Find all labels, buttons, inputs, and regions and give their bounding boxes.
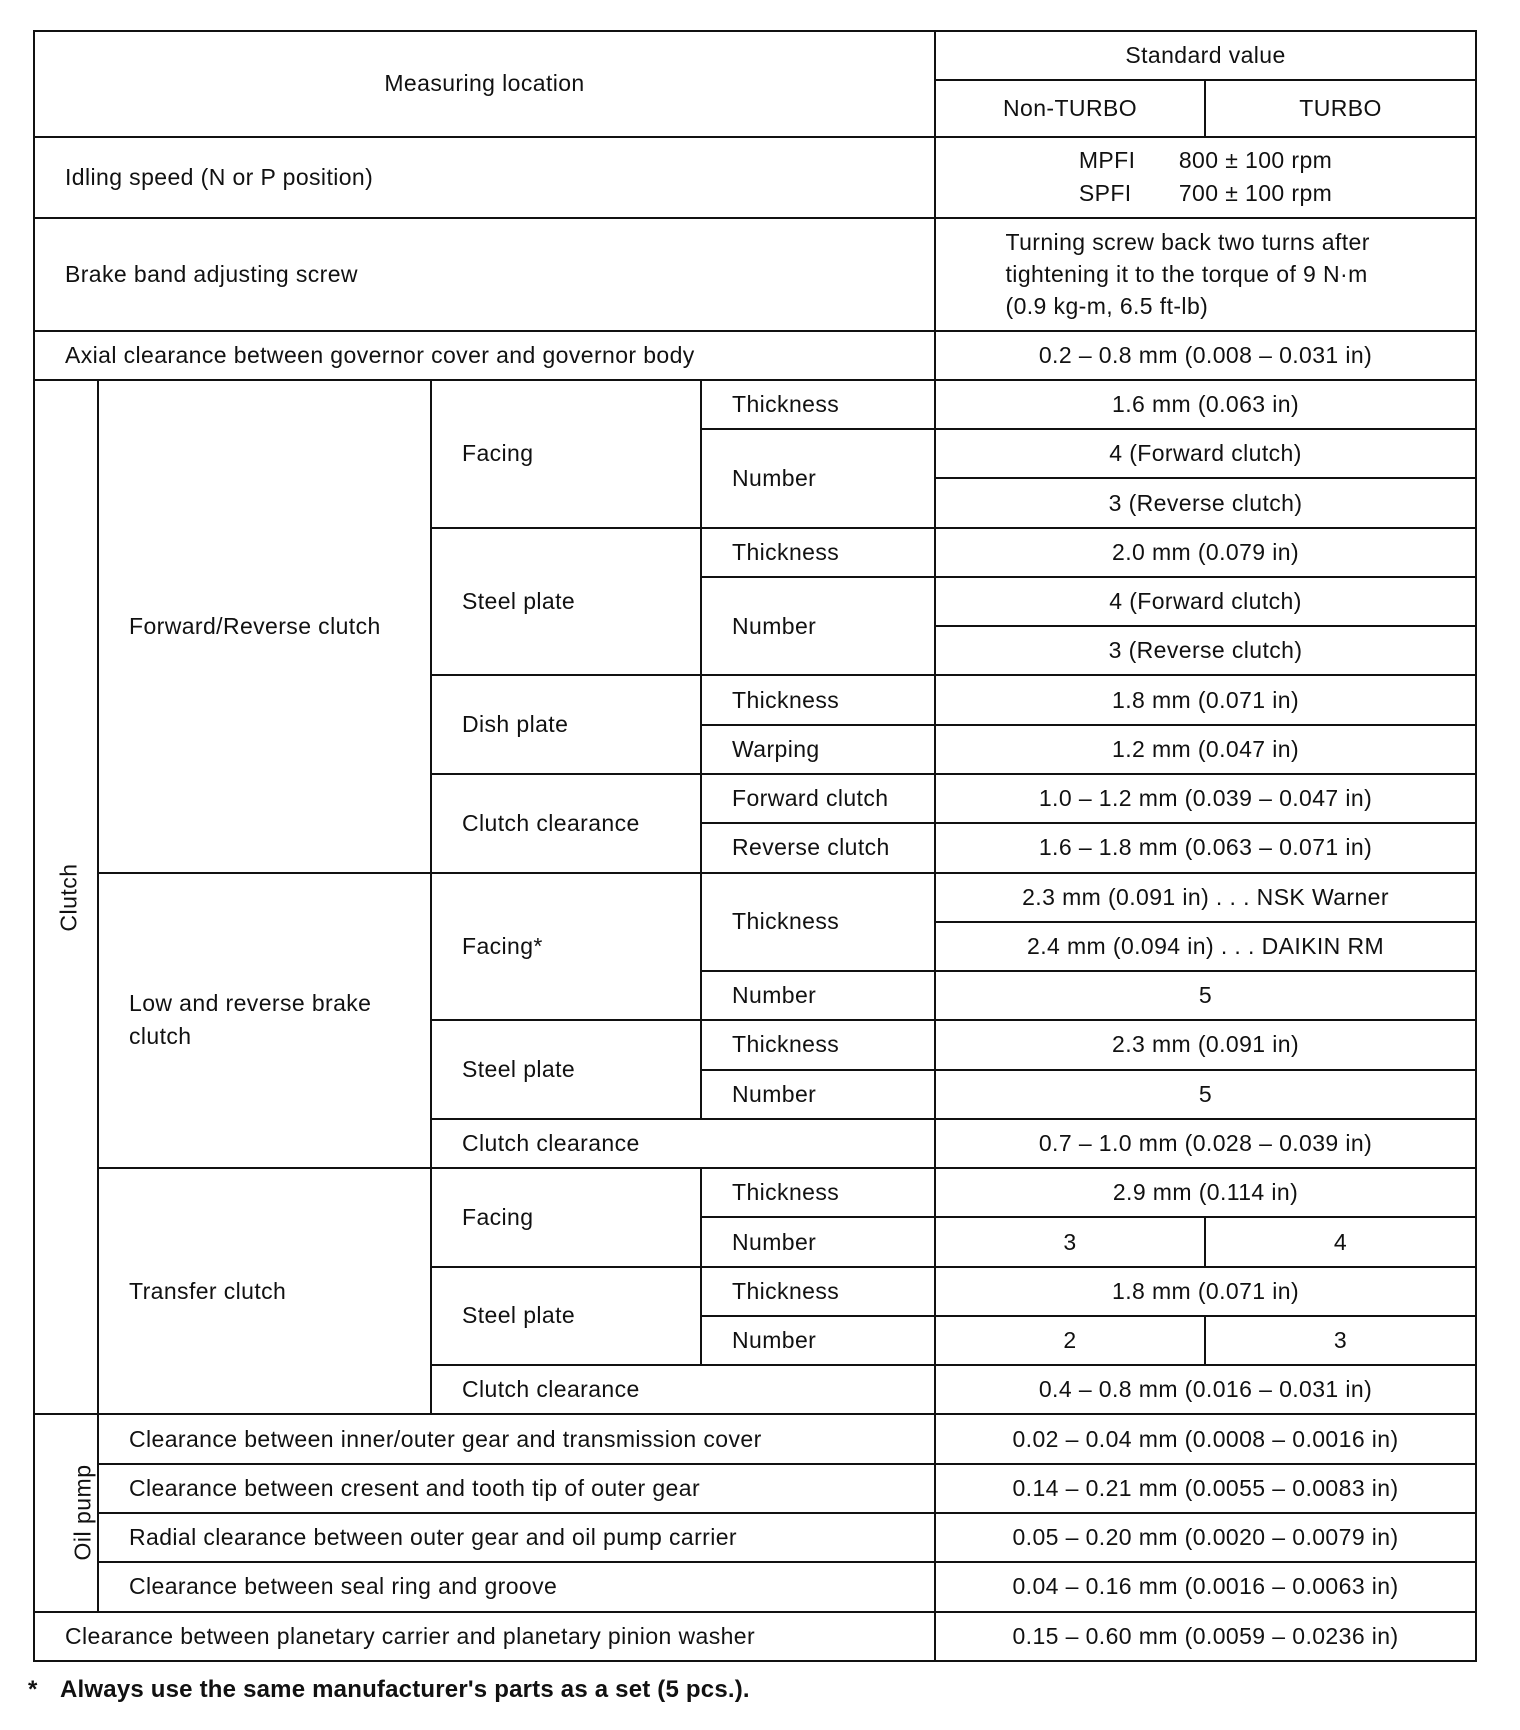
- header-turbo: TURBO: [1205, 80, 1476, 136]
- fr-steel-number-label: Number: [701, 577, 935, 676]
- axial-clearance-value: 0.2 – 0.8 mm (0.008 – 0.031 in): [935, 331, 1476, 380]
- lr-facing-thickness-nsk: 2.3 mm (0.091 in) . . . NSK Warner: [935, 873, 1476, 922]
- mpfi-key: MPFI: [1078, 147, 1136, 174]
- footnote-asterisk: *: [28, 1676, 38, 1703]
- fr-steel-thickness-label: Thickness: [701, 528, 935, 577]
- fr-facing-thickness-value: 1.6 mm (0.063 in): [935, 380, 1476, 429]
- tr-steel-number-label: Number: [701, 1316, 935, 1365]
- tr-steel-thickness-value: 1.8 mm (0.071 in): [935, 1267, 1476, 1316]
- tr-facing-thickness-value: 2.9 mm (0.114 in): [935, 1168, 1476, 1217]
- tr-facing-number-label: Number: [701, 1217, 935, 1266]
- lr-steel-number-label: Number: [701, 1070, 935, 1119]
- clutch-group-label: Clutch: [34, 380, 98, 1415]
- forward-reverse-clutch-label: Forward/Reverse clutch: [98, 380, 431, 873]
- header-non-turbo: Non-TURBO: [935, 80, 1205, 136]
- fr-steel-number-reverse: 3 (Reverse clutch): [935, 626, 1476, 675]
- mpfi-line: [1079, 144, 1332, 177]
- oil-pump-row-label: Clearance between seal ring and groove: [98, 1562, 935, 1611]
- footnote-text: Always use the same manufacturer's parts as a set (5 pcs.).: [60, 1676, 750, 1703]
- lr-steel-thickness-label: Thickness: [701, 1020, 935, 1069]
- spfi-key: SPFI: [1078, 180, 1132, 207]
- fr-dish-plate-label: Dish plate: [431, 675, 701, 774]
- tr-steel-number-turbo: 3: [1205, 1316, 1476, 1365]
- fr-facing-number-label: Number: [701, 429, 935, 528]
- fr-dish-warping-value: 1.2 mm (0.047 in): [935, 725, 1476, 774]
- oil-pump-row-label: Radial clearance between outer gear and oil pump carrier: [98, 1513, 935, 1562]
- fr-clearance-reverse-label: Reverse clutch: [701, 823, 935, 872]
- fr-steel-plate-label: Steel plate: [431, 528, 701, 676]
- lr-steel-thickness-value: 2.3 mm (0.091 in): [935, 1020, 1476, 1069]
- tr-facing-number-non-turbo: 3: [935, 1217, 1205, 1266]
- oil-pump-row-label: Clearance between cresent and tooth tip of outer gear: [98, 1464, 935, 1513]
- lr-clutch-clearance-value: 0.7 – 1.0 mm (0.028 – 0.039 in): [935, 1119, 1476, 1168]
- tr-steel-thickness-label: Thickness: [701, 1267, 935, 1316]
- oil-pump-row-value: 0.14 – 0.21 mm (0.0055 – 0.0083 in): [935, 1464, 1476, 1513]
- brake-band-value: Turning screw back two turns after tightening it to the torque of 9 N·m (0.9 kg-m, 6.5 ft-lb): [1005, 228, 1370, 319]
- tr-facing-number-turbo: 4: [1205, 1217, 1476, 1266]
- header-standard-value: Standard value: [935, 31, 1476, 80]
- fr-facing-number-forward: 4 (Forward clutch): [935, 429, 1476, 478]
- header-measuring-location: Measuring location: [34, 31, 935, 137]
- tr-clutch-clearance-label: Clutch clearance: [431, 1365, 935, 1414]
- oil-pump-row-value: 0.04 – 0.16 mm (0.0016 – 0.0063 in): [935, 1562, 1476, 1611]
- idling-speed-lines: [1079, 144, 1332, 210]
- idling-speed-label: Idling speed (N or P position): [34, 137, 935, 218]
- brake-band-label: Brake band adjusting screw: [34, 218, 935, 331]
- transfer-clutch-label: Transfer clutch: [98, 1168, 431, 1414]
- idling-speed-value: [935, 137, 1476, 218]
- tr-facing-label: Facing: [431, 1168, 701, 1267]
- spfi-line: [1079, 177, 1332, 210]
- specification-table: [33, 30, 1477, 1662]
- fr-clutch-clearance-label: Clutch clearance: [431, 774, 701, 873]
- lr-facing-number-value: 5: [935, 971, 1476, 1020]
- oil-pump-row-label: Clearance between inner/outer gear and transmission cover: [98, 1414, 935, 1463]
- planetary-clearance-value: 0.15 – 0.60 mm (0.0059 – 0.0236 in): [935, 1612, 1476, 1661]
- brake-band-value-cell: [935, 218, 1476, 331]
- footnote: [28, 1676, 750, 1704]
- lr-steel-number-value: 5: [935, 1070, 1476, 1119]
- fr-steel-number-forward: 4 (Forward clutch): [935, 577, 1476, 626]
- lr-facing-thickness-daikin: 2.4 mm (0.094 in) . . . DAIKIN RM: [935, 922, 1476, 971]
- fr-steel-thickness-value: 2.0 mm (0.079 in): [935, 528, 1476, 577]
- spfi-value: 700 ± 100 rpm: [1178, 180, 1333, 207]
- oil-pump-group-label: Oil pump: [34, 1414, 98, 1611]
- planetary-clearance-label: Clearance between planetary carrier and planetary pinion washer: [34, 1612, 935, 1661]
- mpfi-value: 800 ± 100 rpm: [1178, 147, 1333, 174]
- fr-dish-thickness-label: Thickness: [701, 675, 935, 724]
- fr-dish-thickness-value: 1.8 mm (0.071 in): [935, 675, 1476, 724]
- fr-facing-number-reverse: 3 (Reverse clutch): [935, 478, 1476, 527]
- lr-facing-number-label: Number: [701, 971, 935, 1020]
- tr-steel-plate-label: Steel plate: [431, 1267, 701, 1366]
- fr-facing-label: Facing: [431, 380, 701, 528]
- fr-facing-thickness-label: Thickness: [701, 380, 935, 429]
- lr-facing-thickness-label: Thickness: [701, 873, 935, 972]
- low-reverse-brake-clutch-label: Low and reverse brake clutch: [98, 873, 431, 1169]
- fr-clearance-forward-label: Forward clutch: [701, 774, 935, 823]
- tr-clutch-clearance-value: 0.4 – 0.8 mm (0.016 – 0.031 in): [935, 1365, 1476, 1414]
- axial-clearance-label: Axial clearance between governor cover and governor body: [34, 331, 935, 380]
- lr-clutch-clearance-label: Clutch clearance: [431, 1119, 935, 1168]
- oil-pump-row-value: 0.05 – 0.20 mm (0.0020 – 0.0079 in): [935, 1513, 1476, 1562]
- fr-clearance-reverse-value: 1.6 – 1.8 mm (0.063 – 0.071 in): [935, 823, 1476, 872]
- tr-steel-number-non-turbo: 2: [935, 1316, 1205, 1365]
- lr-steel-plate-label: Steel plate: [431, 1020, 701, 1119]
- lr-facing-label: Facing*: [431, 873, 701, 1021]
- fr-dish-warping-label: Warping: [701, 725, 935, 774]
- oil-pump-row-value: 0.02 – 0.04 mm (0.0008 – 0.0016 in): [935, 1414, 1476, 1463]
- tr-facing-thickness-label: Thickness: [701, 1168, 935, 1217]
- fr-clearance-forward-value: 1.0 – 1.2 mm (0.039 – 0.047 in): [935, 774, 1476, 823]
